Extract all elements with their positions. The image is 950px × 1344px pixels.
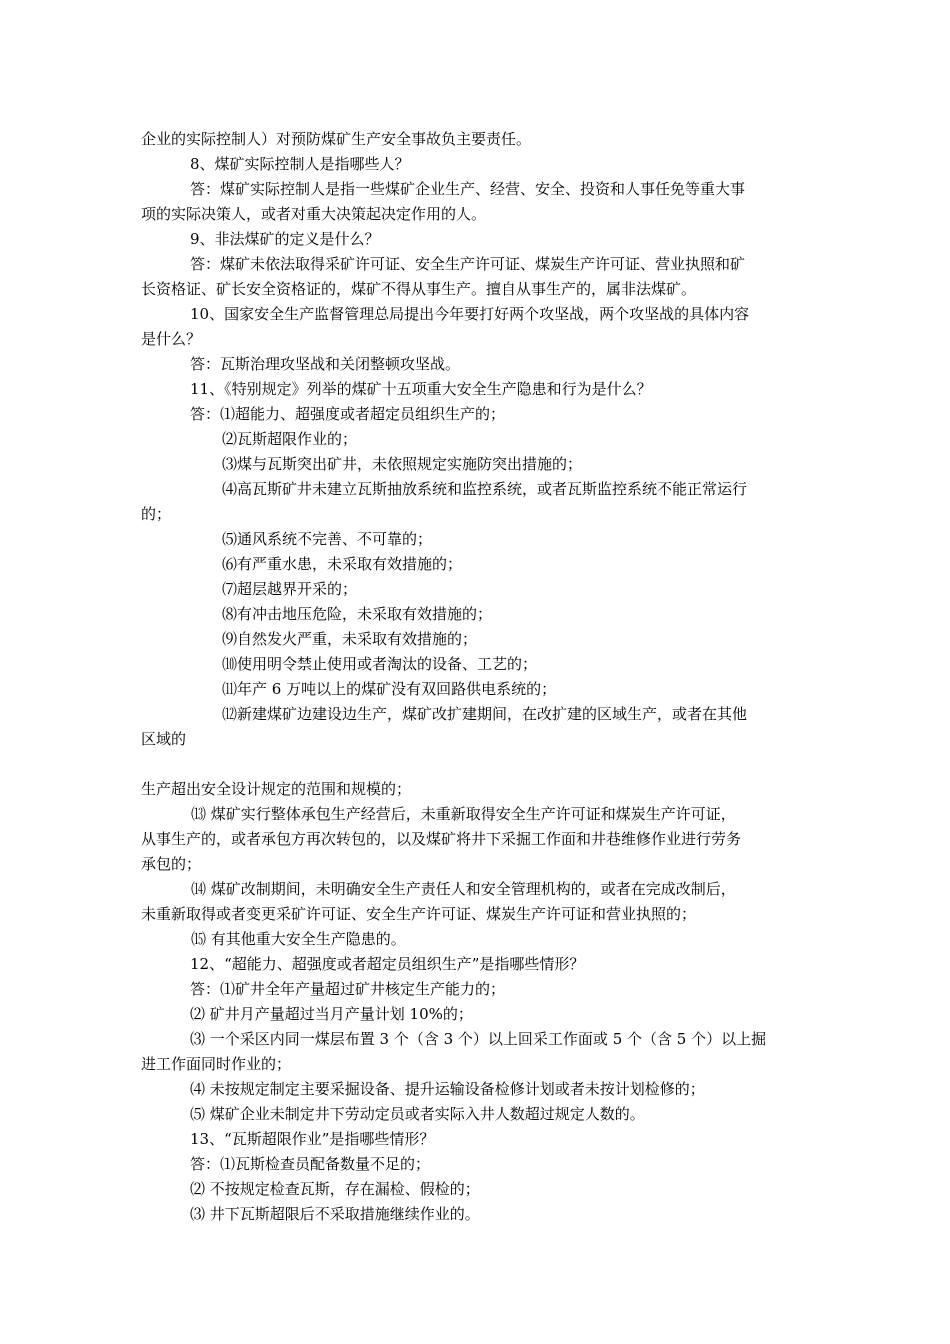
list-item: ⑿新建煤矿边建设边生产，煤矿改扩建期间，在改扩建的区域生产，或者在其他 <box>222 705 748 723</box>
list-item: ⑶煤与瓦斯突出矿井，未依照规定实施防突出措施的； <box>222 455 583 473</box>
list-item: ⒂ 有其他重大安全生产隐患的。 <box>191 930 406 948</box>
answer-8: 答：煤矿实际控制人是指一些煤矿企业生产、经营、安全、投资和人事任免等重大事 <box>190 180 746 198</box>
answer-9: 答：煤矿未依法取得采矿许可证、安全生产许可证、煤炭生产许可证、营业执照和矿 <box>190 255 746 273</box>
list-item: ⑸通风系统不完善、不可靠的； <box>222 530 433 548</box>
list-item: ⒀ 煤矿实行整体承包生产经营后，未重新取得安全生产许可证和煤炭生产许可证， <box>191 805 736 823</box>
text-line: 是什么？ <box>141 330 202 348</box>
list-item: ⑾年产 6 万吨以上的煤矿没有双回路供电系统的； <box>222 680 557 698</box>
list-item: ⒁ 煤矿改制期间，未明确安全生产责任人和安全管理机构的，或者在完成改制后， <box>191 880 736 898</box>
text-line: 承包的； <box>141 855 202 873</box>
list-item: ⑸ 煤矿企业未制定井下劳动定员或者实际入井人数超过规定人数的。 <box>190 1105 645 1123</box>
text-line: 长资格证、矿长安全资格证的，煤矿不得从事生产。擅自从事生产的，属非法煤矿。 <box>141 280 697 298</box>
list-item: ⑵ 不按规定检查瓦斯，存在漏检、假检的； <box>190 1180 480 1198</box>
text-line: 区域的 <box>141 730 187 748</box>
text-line: 项的实际决策人，或者对重大决策起决定作用的人。 <box>141 205 487 223</box>
answer-10: 答：瓦斯治理攻坚战和关闭整顿攻坚战。 <box>190 355 461 373</box>
question-10: 10、国家安全生产监督管理总局提出今年要打好两个攻坚战，两个攻坚战的具体内容 <box>190 305 750 323</box>
text-line: 进工作面同时作业的； <box>141 1055 292 1073</box>
list-item: ⑽使用明令禁止使用或者淘汰的设备、工艺的； <box>222 655 538 673</box>
text-line: 企业的实际控制人）对预防煤矿生产安全事故负主要责任。 <box>141 130 532 148</box>
list-item: ⑶ 一个采区内同一煤层布置 3 个（含 3 个）以上回采工作面或 5 个（含 5 个）以上掘 <box>190 1030 767 1048</box>
text-line: 的； <box>141 505 172 523</box>
list-item: ⑻有冲击地压危险，未采取有效措施的； <box>222 605 493 623</box>
list-item: ⑹有严重水患，未采取有效措施的； <box>222 555 463 573</box>
list-item: ⑷高瓦斯矿井未建立瓦斯抽放系统和监控系统，或者瓦斯监控系统不能正常运行 <box>222 480 748 498</box>
answer-13: 答：⑴瓦斯检查员配备数量不足的； <box>190 1155 431 1173</box>
answer-11: 答：⑴超能力、超强度或者超定员组织生产的； <box>190 405 506 423</box>
list-item: ⑶ 井下瓦斯超限后不采取措施继续作业的。 <box>190 1205 480 1223</box>
list-item: ⑺超层越界开采的； <box>222 580 358 598</box>
text-line: 未重新取得或者变更采矿许可证、安全生产许可证、煤炭生产许可证和营业执照的； <box>141 905 697 923</box>
text-line: 生产超出安全设计规定的范围和规模的； <box>141 780 412 798</box>
list-item: ⑼自然发火严重，未采取有效措施的； <box>222 630 478 648</box>
question-13: 13、“瓦斯超限作业”是指哪些情形？ <box>190 1130 435 1148</box>
answer-12: 答：⑴矿井全年产量超过矿井核定生产能力的； <box>190 980 506 998</box>
text-line: 从事生产的，或者承包方再次转包的，以及煤矿将井下采掘工作面和井巷维修作业进行劳务 <box>141 830 742 848</box>
list-item: ⑵ 矿井月产量超过当月产量计划 10%的； <box>190 1005 473 1023</box>
question-8: 8、煤矿实际控制人是指哪些人？ <box>190 155 410 173</box>
question-12: 12、“超能力、超强度或者超定员组织生产”是指哪些情形？ <box>190 955 585 973</box>
list-item: ⑵瓦斯超限作业的； <box>222 430 358 448</box>
question-11: 11、《特别规定》列举的煤矿十五项重大安全生产隐患和行为是什么？ <box>190 380 652 398</box>
question-9: 9、非法煤矿的定义是什么？ <box>190 230 380 248</box>
list-item: ⑷ 未按规定制定主要采掘设备、提升运输设备检修计划或者未按计划检修的； <box>190 1080 705 1098</box>
